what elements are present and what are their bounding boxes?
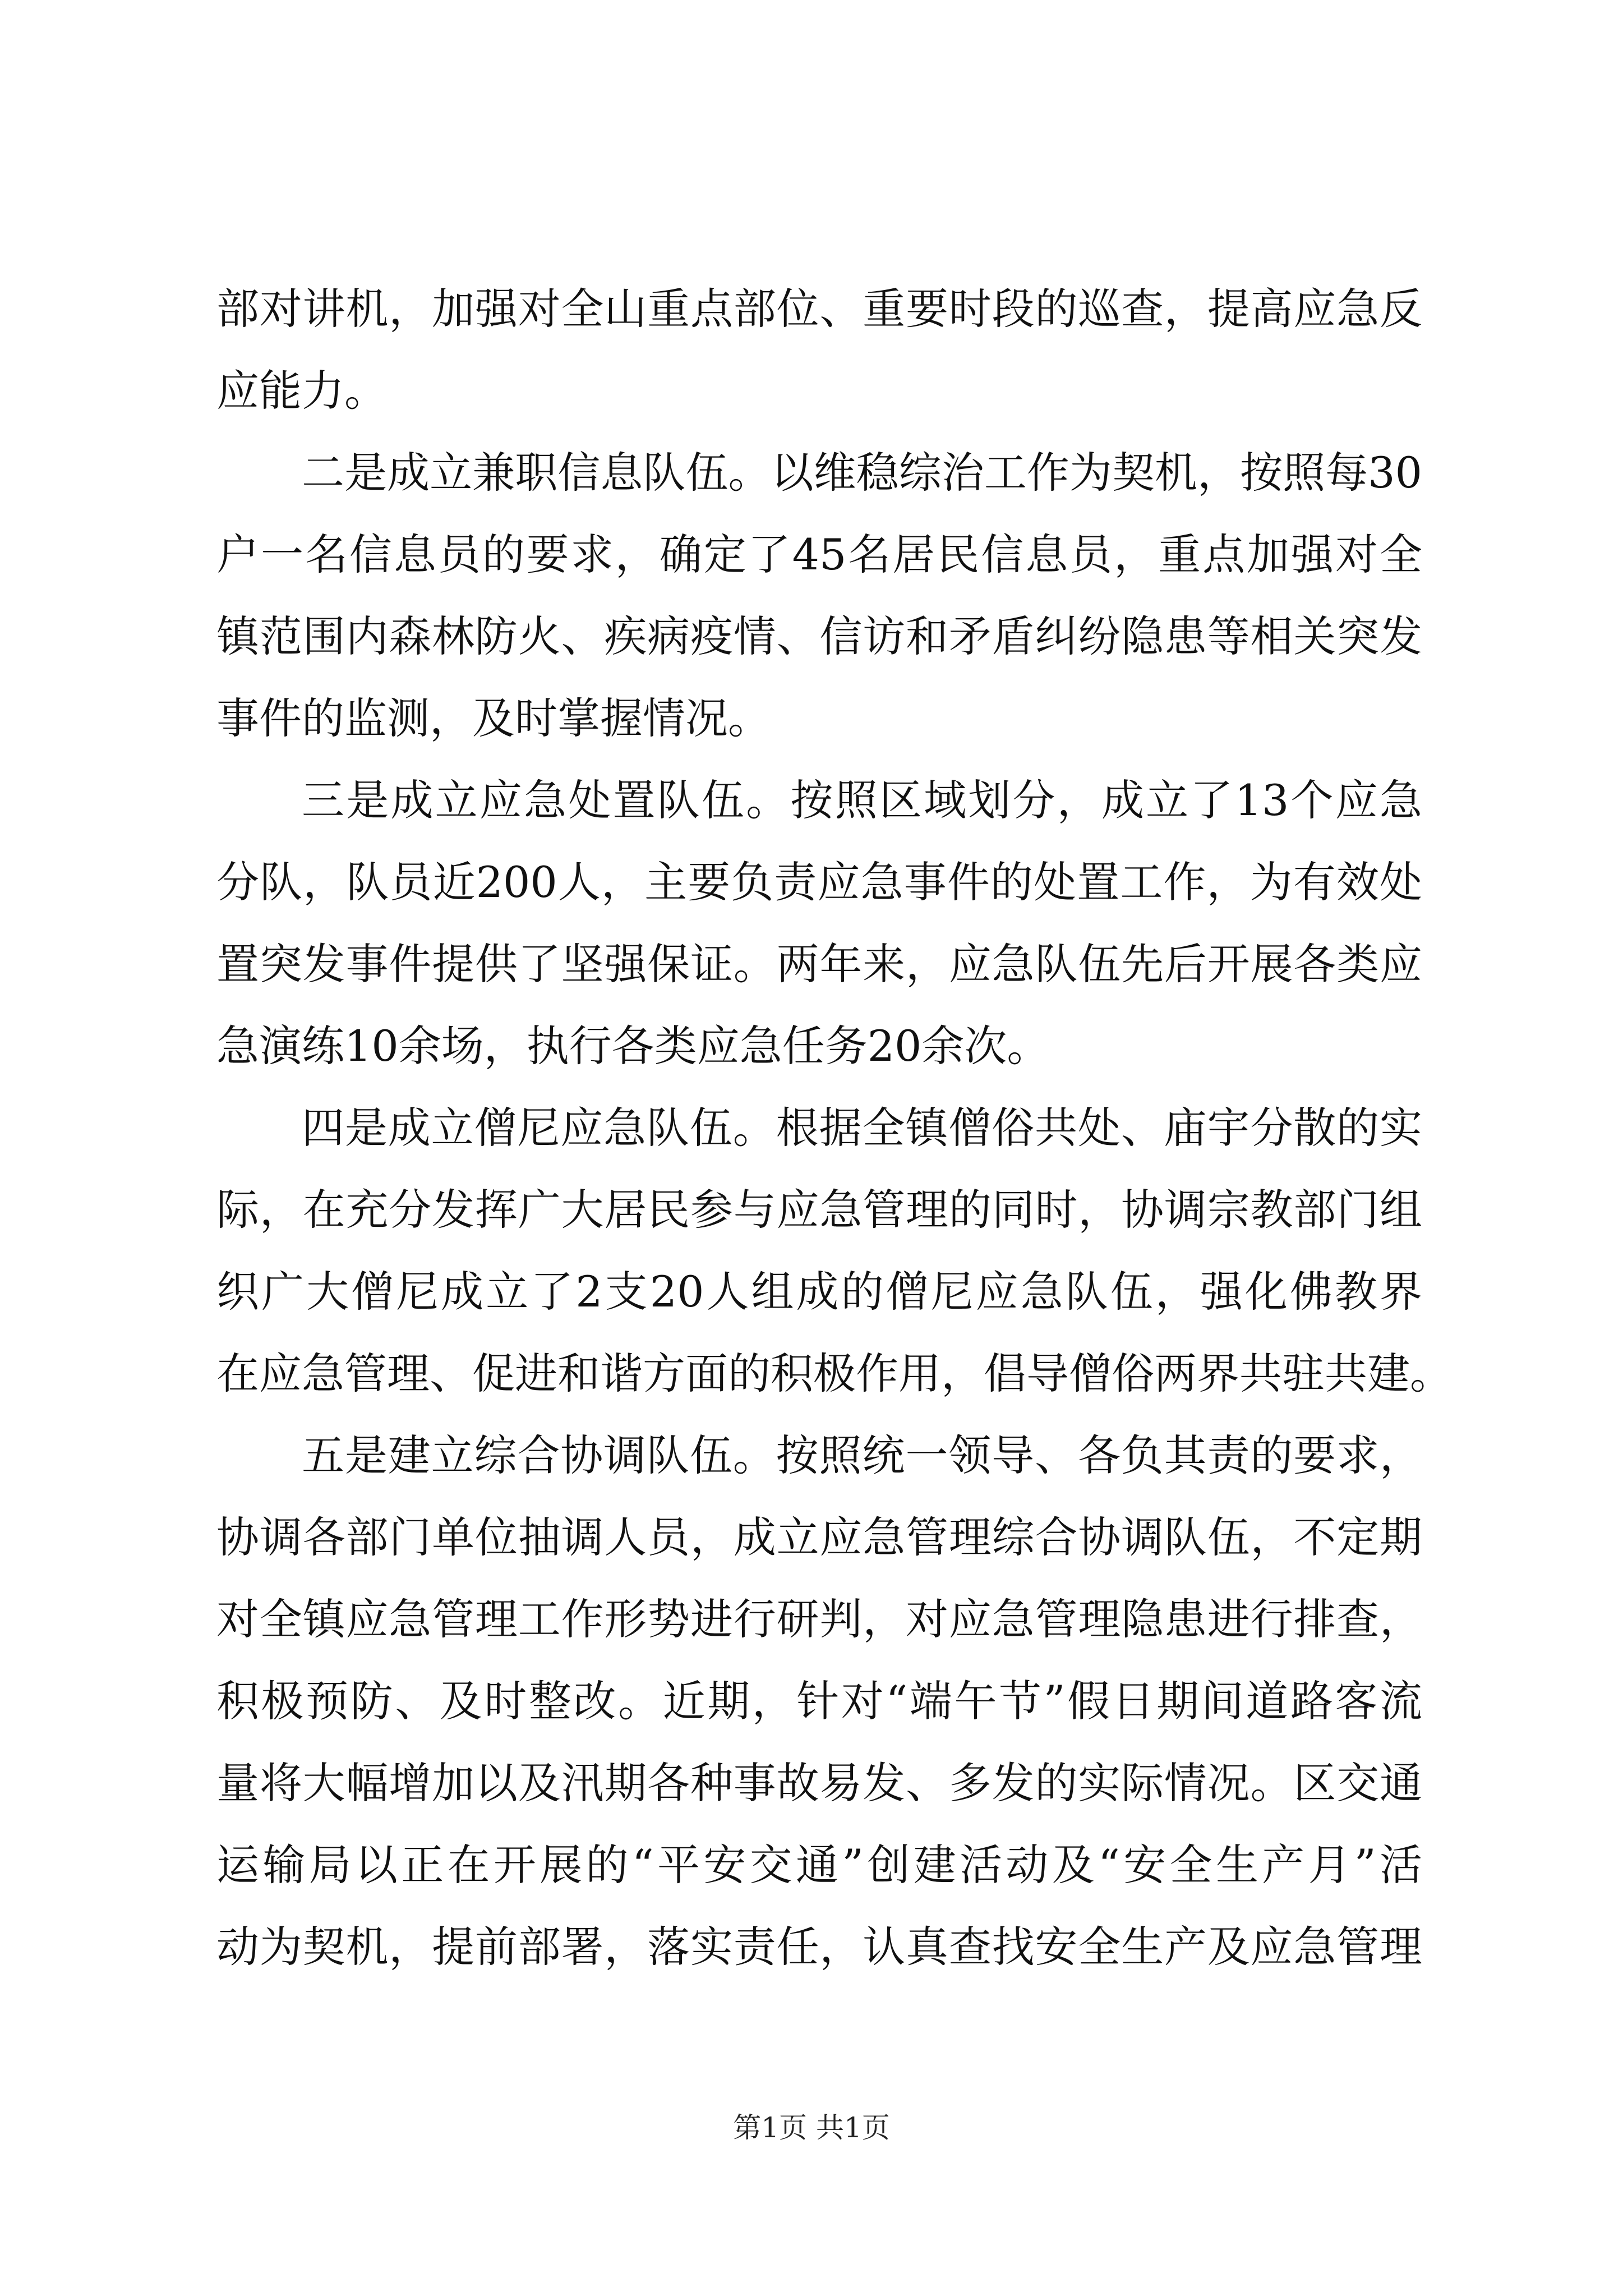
- text-line: 织广大僧尼成立了2支20人组成的僧尼应急队伍，强化佛教界: [216, 1267, 1422, 1317]
- document-body: [216, 268, 1453, 1988]
- text-line: 在应急管理、促进和谐方面的积极作用，倡导僧俗两界共驻共建。: [216, 1349, 1453, 1398]
- text-line: 运输局以正在开展的“平安交通”创建活动及“安全生产月”活: [216, 1840, 1422, 1890]
- page-footer: 第1页 共1页: [733, 2111, 890, 2144]
- text-line: 三是成立应急处置队伍。按照区域划分，成立了13个应急: [302, 775, 1422, 825]
- text-line: 置突发事件提供了坚强保证。两年来，应急队伍先后开展各类应: [216, 939, 1422, 989]
- text-line: 量将大幅增加以及汛期各种事故易发、多发的实际情况。区交通: [216, 1758, 1422, 1808]
- text-line: 二是成立兼职信息队伍。以维稳综治工作为契机，按照每30: [302, 448, 1422, 498]
- text-line: 五是建立综合协调队伍。按照统一领导、各负其责的要求，: [302, 1430, 1422, 1480]
- text-line: 事件的监测，及时掌握情况。: [216, 693, 771, 743]
- text-line: 动为契机，提前部署，落实责任，认真查找安全生产及应急管理: [216, 1922, 1422, 1972]
- text-line: 四是成立僧尼应急队伍。根据全镇僧俗共处、庙宇分散的实: [302, 1103, 1422, 1153]
- text-line: 镇范围内森林防火、疾病疫情、信访和矛盾纠纷隐患等相关突发: [216, 611, 1422, 661]
- text-line: 协调各部门单位抽调人员，成立应急管理综合协调队伍，不定期: [216, 1512, 1422, 1562]
- text-line: 部对讲机，加强对全山重点部位、重要时段的巡查，提高应急反: [216, 284, 1422, 334]
- text-line: 积极预防、及时整改。近期，针对“端午节”假日期间道路客流: [216, 1676, 1422, 1726]
- text-line: 户一名信息员的要求，确定了45名居民信息员，重点加强对全: [216, 530, 1422, 579]
- text-line: 际，在充分发挥广大居民参与应急管理的同时，协调宗教部门组: [216, 1185, 1422, 1235]
- text-line: 应能力。: [216, 366, 387, 416]
- text-line: 分队，队员近200人，主要负责应急事件的处置工作，为有效处: [216, 857, 1422, 907]
- text-line: 急演练10余场，执行各类应急任务20余次。: [216, 1021, 1050, 1071]
- text-line: 对全镇应急管理工作形势进行研判，对应急管理隐患进行排查，: [216, 1594, 1422, 1644]
